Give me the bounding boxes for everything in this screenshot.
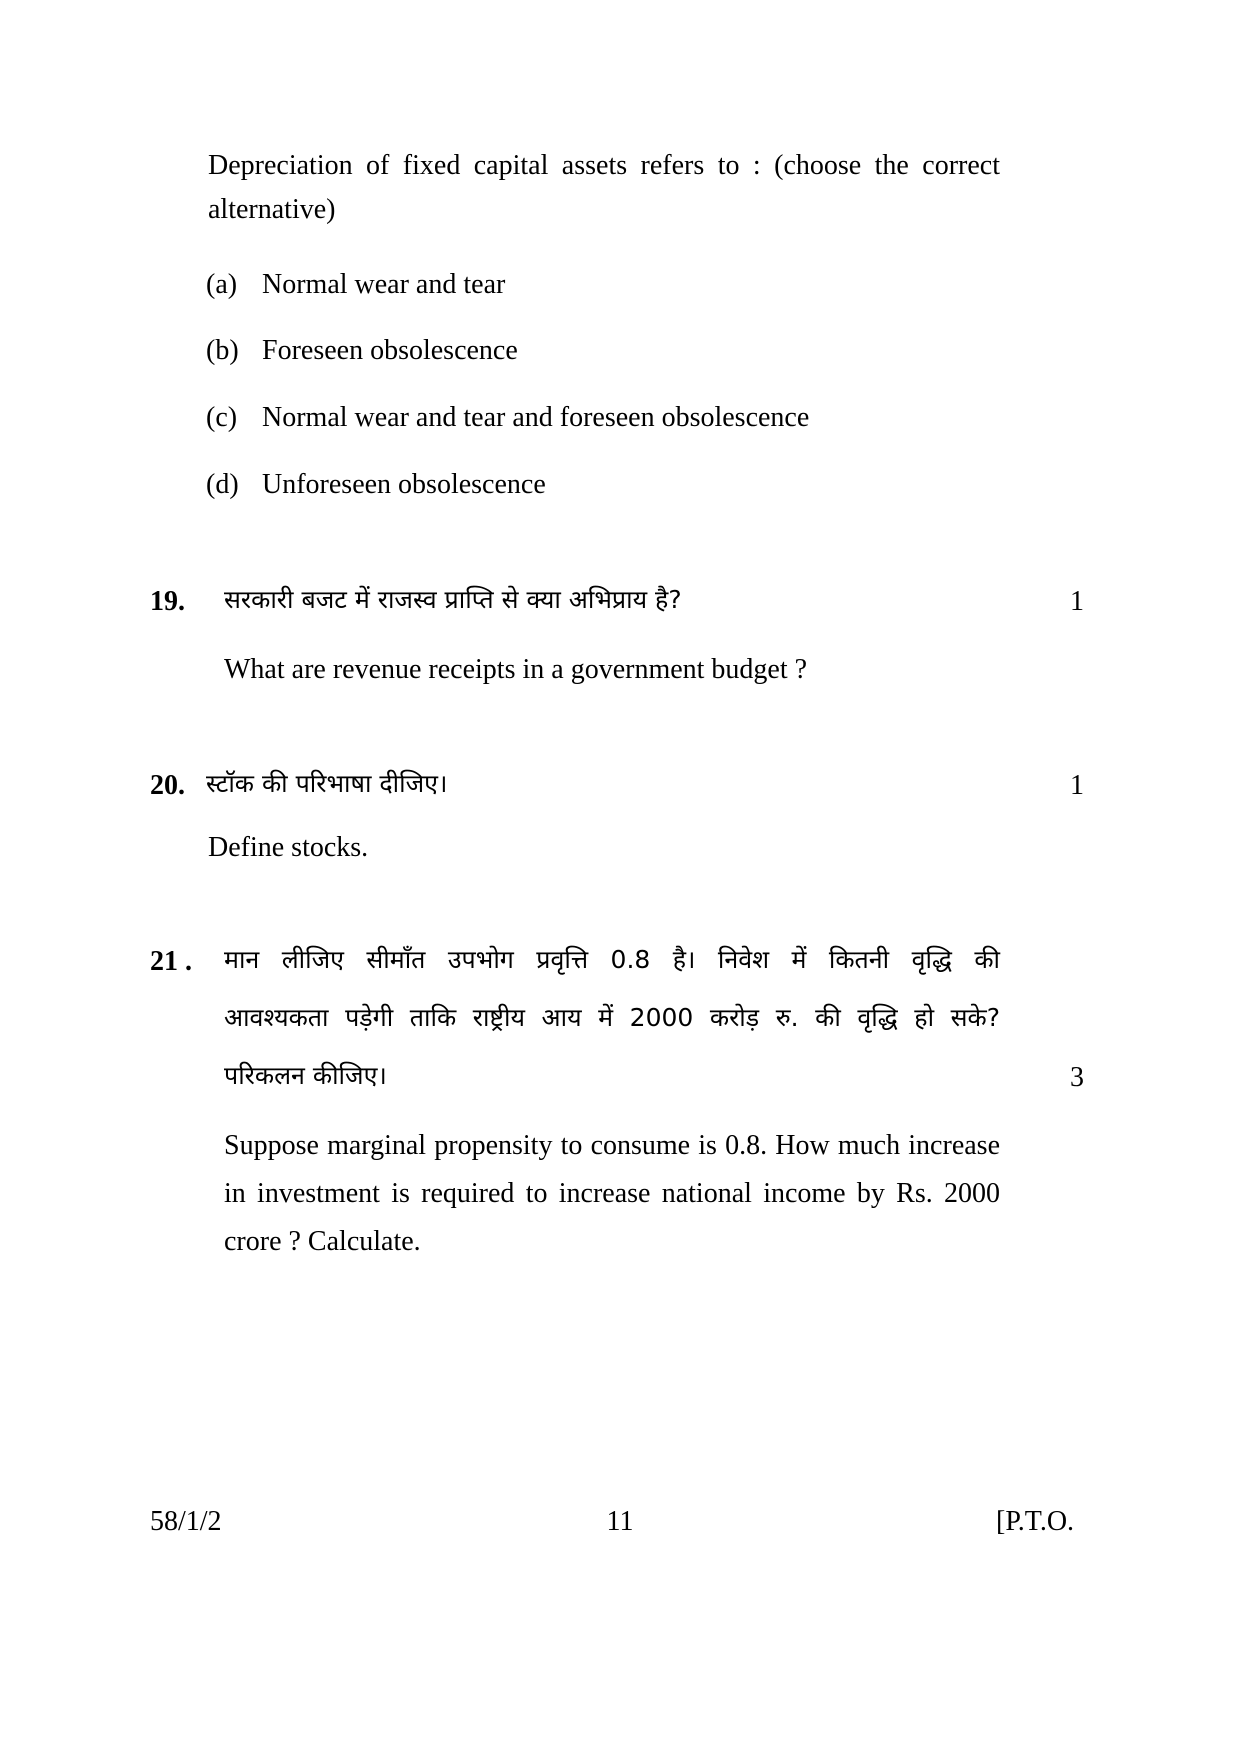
q20-question-english: Define stocks.	[208, 832, 369, 863]
q19-question-english: What are revenue receipts in a government budget ?	[224, 654, 808, 685]
option-text: Normal wear and tear and foreseen obsolescence	[262, 402, 810, 433]
option-text: Foreseen obsolescence	[262, 335, 518, 366]
q21-question-english: Suppose marginal propensity to consume is 0.8. How much increase in investment is required to increase national income by Rs. 2000 crore ? Calculate.	[224, 1130, 1000, 1257]
paper-code: 58/1/2	[150, 1506, 222, 1537]
option-label: (c)	[206, 402, 238, 433]
option-label: (b)	[206, 335, 239, 366]
q18-option-c	[206, 396, 809, 440]
q21-question-hindi-line2: आवश्यकता पड़ेगी ताकि राष्ट्रीय आय में 2000 करोड़ रु. की वृद्धि हो सके?	[224, 1003, 1000, 1032]
q19-question-hindi: सरकारी बजट में राजस्व प्राप्ति से क्या अभिप्राय है?	[224, 585, 682, 614]
page-number: 11	[606, 1506, 634, 1537]
q18-option-b	[206, 329, 518, 373]
q20-question-hindi: स्टॉक की परिभाषा दीजिए।	[206, 769, 448, 798]
q20-number: 20.	[150, 770, 185, 801]
q21-question-hindi-line3: परिकलन कीजिए।	[224, 1061, 387, 1090]
q19-marks: 1	[1070, 586, 1084, 617]
q21-question-hindi-line1: मान लीजिए सीमाँत उपभोग प्रवृत्ति 0.8 है। निवेश में कितनी वृद्धि की	[224, 945, 1000, 974]
option-label: (d)	[206, 469, 239, 500]
q21-marks: 3	[1070, 1062, 1084, 1093]
pto-label: [P.T.O.	[996, 1506, 1075, 1537]
option-text: Normal wear and tear	[262, 269, 506, 300]
q18-option-a	[206, 263, 505, 307]
q20-marks: 1	[1070, 770, 1084, 801]
q18-option-d	[206, 463, 546, 507]
q18-question-text: Depreciation of fixed capital assets refers to : (choose the correct alternative)	[208, 150, 1000, 225]
q19-number: 19.	[150, 586, 185, 617]
option-label: (a)	[206, 269, 238, 300]
option-text: Unforeseen obsolescence	[262, 469, 546, 500]
q21-number: 21 .	[150, 946, 192, 977]
